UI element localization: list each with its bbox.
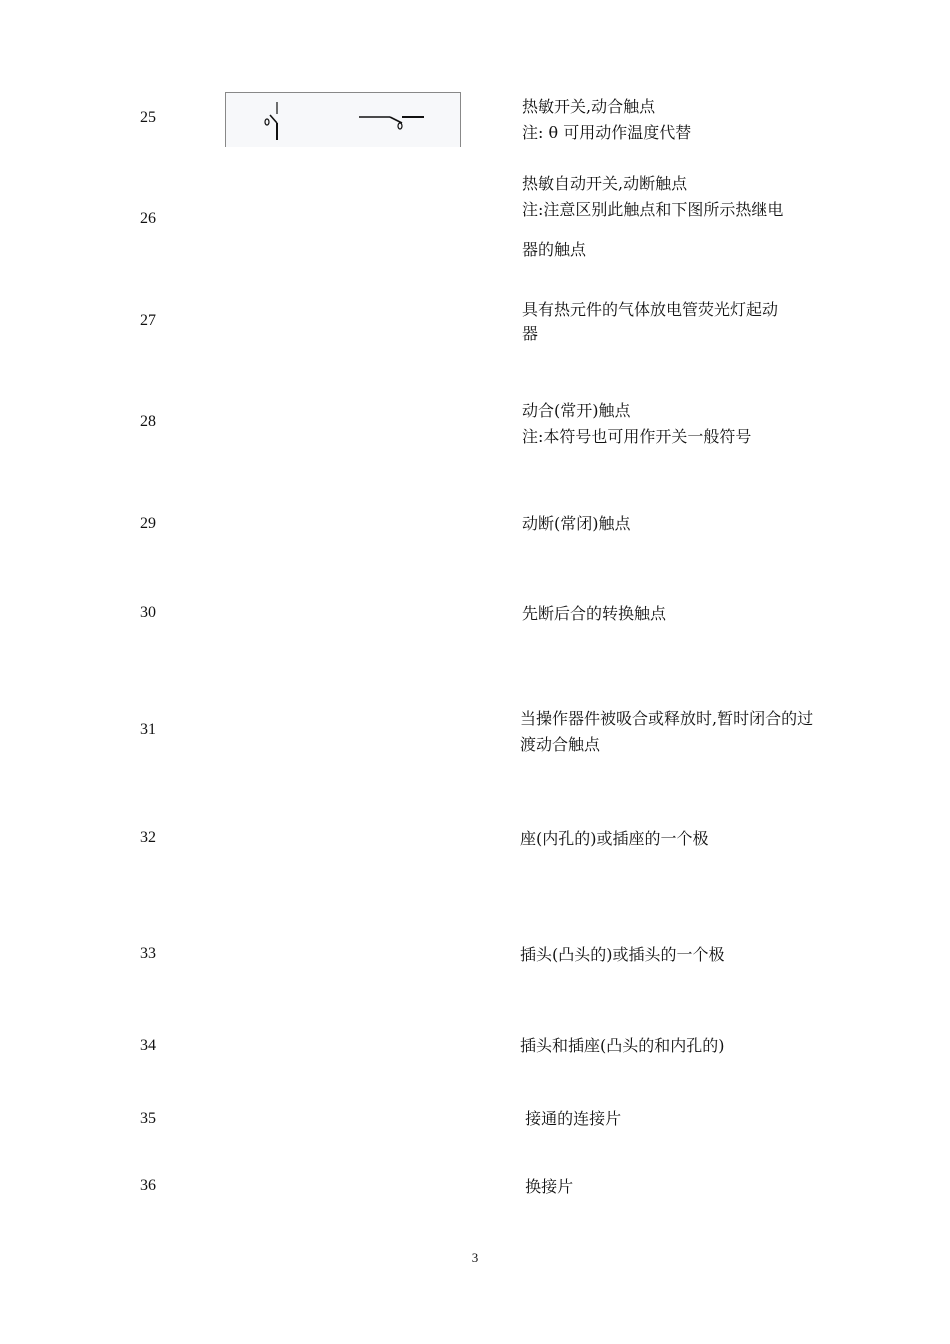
row-number: 33 bbox=[140, 945, 156, 962]
thermal-switch-symbol-image bbox=[225, 92, 461, 147]
row-number: 34 bbox=[140, 1037, 156, 1054]
description-34: 插头和插座(凸头的和内孔的) bbox=[520, 1036, 725, 1055]
description-31: 当操作器件被吸合或释放时,暂时闭合的过 渡动合触点 bbox=[520, 709, 814, 754]
row-number: 31 bbox=[140, 721, 156, 738]
description-26: 热敏自动开关,动断触点 注:注意区别此触点和下图所示热继电 器的触点 bbox=[522, 174, 784, 259]
description-27: 具有热元件的气体放电管荧光灯起动 器 bbox=[522, 300, 779, 343]
page-number: 3 bbox=[471, 1250, 479, 1265]
description-25: 热敏开关,动合触点 注: θ 可用动作温度代替 bbox=[522, 97, 692, 142]
description-29: 动断(常闭)触点 bbox=[522, 514, 631, 533]
row-number: 26 bbox=[140, 210, 156, 227]
row-number: 32 bbox=[140, 829, 156, 846]
row-number: 28 bbox=[140, 413, 156, 430]
description-28: 动合(常开)触点 注:本符号也可用作开关一般符号 bbox=[522, 401, 752, 446]
row-number: 35 bbox=[140, 1110, 156, 1127]
description-36: 换接片 bbox=[520, 1177, 574, 1196]
row-number: 30 bbox=[140, 604, 156, 621]
row-number: 29 bbox=[140, 515, 156, 532]
description-35: 接通的连接片 bbox=[520, 1109, 622, 1128]
description-30: 先断后合的转换触点 bbox=[522, 604, 667, 623]
row-number: 25 bbox=[140, 109, 156, 126]
row-number: 36 bbox=[140, 1177, 156, 1194]
thermal-switch-contact-icon bbox=[226, 93, 462, 148]
description-33: 插头(凸头的)或插头的一个极 bbox=[520, 945, 725, 964]
row-number: 27 bbox=[140, 312, 156, 329]
description-32: 座(内孔的)或插座的一个极 bbox=[520, 829, 709, 848]
